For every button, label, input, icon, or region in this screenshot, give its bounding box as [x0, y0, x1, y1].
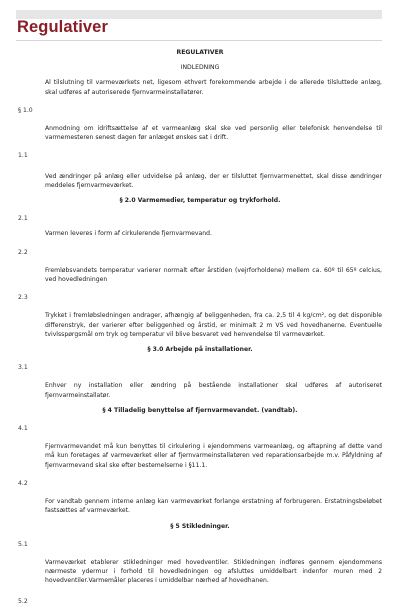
document-heading: REGULATIVER — [176, 49, 224, 56]
page-title: Regulativer — [17, 18, 108, 36]
section-heading: § 3.0 Arbejde på installationer. — [147, 346, 253, 354]
title-divider — [16, 40, 382, 41]
section-text: For vandtab gennem interne anlæg kan varmeværket forlange erstatning af forbrugeren. Erstatningsbeløbet fastsættes af varmeværket. — [45, 498, 382, 515]
section-number: 2.1 — [18, 215, 28, 223]
section-number: 3.1 — [18, 364, 28, 372]
document-body — [18, 48, 382, 606]
section-number: 2.3 — [18, 294, 28, 302]
document-subheading: INDLEDNING — [180, 64, 220, 72]
section-text: Fremløbsvandets temperatur varierer normalt efter årstiden (vejrforholdene) mellem ca. 60º til 65º celcius, ved hovedledningen — [45, 266, 382, 284]
section-text: Anmodning om idriftsættelse af et varmeanlæg skal ske ved personlig eller telefonisk henvendelse til varmemesteren senest dagen før anlæget ønskes sat i drift. — [45, 125, 382, 142]
section-heading: § 2.0 Varmemedier, temperatur og trykforhold. — [119, 197, 281, 205]
section-text: Enhver ny installation eller ændring på bestående installationer skal udføres af autoriseret fjernvarmeinstallatør. — [45, 382, 382, 399]
intro-paragraph: Al tilslutning til varmeværkets net, ligesom ethvert forekommende arbejde i de allerede tilsluttede anlæg, skal udføres af autoriserede fjernvarmeinstallatører. — [45, 79, 382, 96]
section-text: Ved ændringer på anlæg eller udvidelse på anlæg, der er tilsluttet fjernvarmenettet, skal disse ændringer meddeles fjernvarmeværket. — [45, 172, 382, 189]
section-text: Varmeværket etablerer stikledninger med hovedventiler. Stikledningen indføres gennem ejendommens nærmeste ydermur i forhold til hovedledningen og afsluttes umiddelbart indenfor muren med 2 hovedventiler.Varmemåler placeres i umiddelbar nærhed af hovedhanen. — [45, 558, 382, 585]
section-number: 2.2 — [18, 248, 28, 256]
section-text: Fjernvarmevandet må kun benyttes til cirkulering i ejendommens varmeanlæg, og aftapning af dette vand må kun foretages af varmeværket eller af fjernvarmeinstallatøren ved reparationsarbejde m.v. Påfyldning af fjernvarmevand skal ske efter bestemelserne i §11.1. — [45, 443, 382, 469]
section-text: Varmen leveres i form af cirkulerende fjernvarmevand. — [45, 230, 212, 238]
section-number: 5.2 — [18, 597, 28, 605]
section-number: 1.1 — [18, 152, 28, 160]
section-number: § 1.0 — [18, 106, 33, 114]
section-number: 5.1 — [18, 540, 28, 548]
section-text: Trykket i fremløbsledningen andrager, afhængig af beliggenheden, fra ca. 2,5 til 4 kg/cm², og det disponible differenstryk, der varierer efter beliggenhed og årstid, er minimalt 2 m VS ved hovedhanerne. Eventuelle tvivlsspørgsmål om tryk og temperatur vil blive besvaret ved henvendelse til varmeværket. — [45, 312, 382, 338]
section-number: 4.2 — [18, 479, 28, 487]
section-number: 4.1 — [18, 425, 28, 433]
section-heading: § 5 Stikledninger. — [170, 522, 230, 530]
section-heading: § 4 Tilladelig benyttelse af fjernvarmevandet. (vandtab). — [102, 406, 298, 414]
